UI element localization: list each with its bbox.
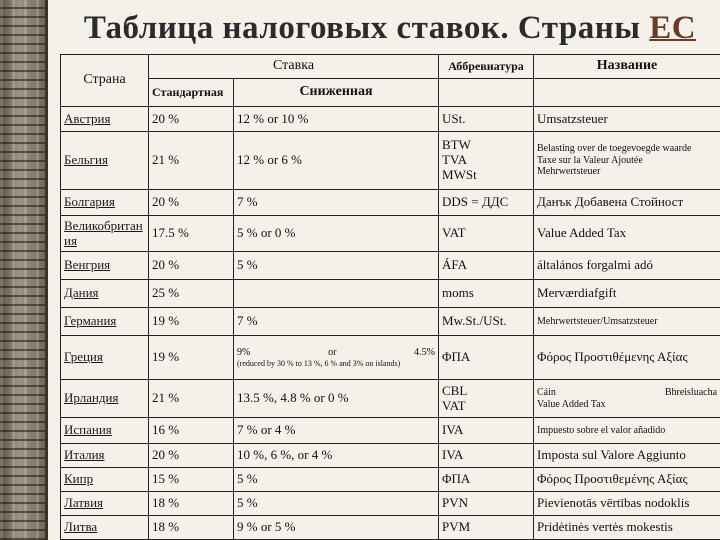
header-standard xyxy=(149,79,234,107)
reduced-rate-or: or xyxy=(328,347,337,359)
abbreviation: IVA xyxy=(439,418,534,444)
country-link[interactable]: Италия xyxy=(61,444,149,468)
country-link[interactable]: Бельгия xyxy=(61,132,149,190)
tax-name: Pievienotās vērtības nodoklis xyxy=(534,492,720,516)
table-row xyxy=(61,107,720,132)
country-link[interactable]: Кипр xyxy=(61,468,149,492)
abbreviation: DDS = ДДС xyxy=(439,190,534,216)
country-link[interactable]: Великобритания xyxy=(61,216,149,252)
tax-name: Imposta sul Valore Aggiunto xyxy=(534,444,720,468)
standard-rate: 20 % xyxy=(149,190,234,216)
tax-name-line: Taxe sur la Valeur Ajoutée xyxy=(537,154,643,166)
country-link[interactable]: Германия xyxy=(61,308,149,336)
table-row xyxy=(61,336,720,380)
country-link[interactable]: Дания xyxy=(61,280,149,308)
table-row xyxy=(61,444,720,468)
header-row xyxy=(61,55,720,79)
tax-name xyxy=(534,380,720,418)
table-row xyxy=(61,308,720,336)
header-reduced-label: Сниженная xyxy=(299,84,373,100)
standard-rate: 18 % xyxy=(149,492,234,516)
abbreviation: PVN xyxy=(439,492,534,516)
standard-rate: 20 % xyxy=(149,252,234,280)
header-country-label: Страна xyxy=(83,72,126,88)
abbreviation xyxy=(439,380,534,418)
abbreviation: USt. xyxy=(439,107,534,132)
header-name-empty xyxy=(534,79,720,107)
reduced-rate: 9 % or 5 % xyxy=(234,516,439,540)
abbreviation: VAT xyxy=(439,216,534,252)
table-row xyxy=(61,190,720,216)
header-abbr-label: Аббревиатура xyxy=(448,58,524,73)
abbreviation: ÁFA xyxy=(439,252,534,280)
table-row xyxy=(61,252,720,280)
title-text: Таблица налоговых ставок. Страны xyxy=(83,10,650,46)
standard-rate: 21 % xyxy=(149,380,234,418)
table-row xyxy=(61,280,720,308)
reduced-rate: 12 % or 6 % xyxy=(234,132,439,190)
abbreviation-line: VAT xyxy=(442,397,466,413)
tax-name-line: Mehrwertsteuer xyxy=(537,166,601,178)
standard-rate: 16 % xyxy=(149,418,234,444)
tax-name: Umsatzsteuer xyxy=(534,107,720,132)
reduced-rate: 13.5 %, 4.8 % or 0 % xyxy=(234,380,439,418)
header-abbr xyxy=(439,55,534,79)
tax-name: Merværdiafgift xyxy=(534,280,720,308)
tax-name: Pridėtinės vertės mokestis xyxy=(534,516,720,540)
standard-rate: 18 % xyxy=(149,516,234,540)
subheader-row xyxy=(61,79,720,107)
reduced-rate-note: (reduced by 30 % to 13 %, 6 % and 3% on islands) xyxy=(237,358,401,368)
reduced-rate: 5 % or 0 % xyxy=(234,216,439,252)
decorative-spine xyxy=(0,0,48,540)
header-standard-label: Стандартная xyxy=(152,84,224,99)
page-title xyxy=(60,10,720,47)
table-row xyxy=(61,216,720,252)
standard-rate: 15 % xyxy=(149,468,234,492)
standard-rate: 20 % xyxy=(149,444,234,468)
abbreviation: Mw.St./USt. xyxy=(439,308,534,336)
tax-name-line xyxy=(537,387,717,399)
tax-name xyxy=(534,132,720,190)
reduced-rate: 10 %, 6 %, or 4 % xyxy=(234,444,439,468)
tax-name: Mehrwertsteuer/Umsatzsteuer xyxy=(534,308,720,336)
country-link[interactable]: Латвия xyxy=(61,492,149,516)
table-row xyxy=(61,516,720,540)
tax-name-part: Bhreisluacha xyxy=(664,387,718,398)
tax-name-line: Belasting over de toegevoegde waarde xyxy=(537,143,692,155)
tax-rates-table xyxy=(60,54,720,540)
abbreviation-line: CBL xyxy=(442,382,468,398)
reduced-rate: 5 % xyxy=(234,468,439,492)
standard-rate: 20 % xyxy=(149,107,234,132)
abbreviation-line: TVA xyxy=(442,152,468,168)
standard-rate: 19 % xyxy=(149,308,234,336)
abbreviation: ΦΠΑ xyxy=(439,468,534,492)
tax-name: Φόρος Προστιθεμένης Αξίας xyxy=(534,468,720,492)
table-row xyxy=(61,132,720,190)
tax-name: Φόρος Προστιθέμενης Αξίας xyxy=(534,336,720,380)
tax-name-line: Value Added Tax xyxy=(537,398,606,410)
standard-rate: 17.5 % xyxy=(149,216,234,252)
header-country xyxy=(61,55,149,107)
reduced-rate-values xyxy=(237,347,435,359)
tax-name: Impuesto sobre el valor añadido xyxy=(534,418,720,444)
abbreviation xyxy=(439,132,534,190)
standard-rate: 19 % xyxy=(149,336,234,380)
abbreviation: moms xyxy=(439,280,534,308)
standard-rate: 21 % xyxy=(149,132,234,190)
country-link[interactable]: Литва xyxy=(61,516,149,540)
reduced-rate xyxy=(234,336,439,380)
abbreviation-line: BTW xyxy=(442,137,471,153)
table-row xyxy=(61,492,720,516)
country-link[interactable]: Ирландия xyxy=(61,380,149,418)
tax-name: Value Added Tax xyxy=(534,216,720,252)
header-name-label: Название xyxy=(596,58,658,74)
standard-rate: 25 % xyxy=(149,280,234,308)
reduced-rate: 5 % xyxy=(234,252,439,280)
tax-name: általános forgalmi adó xyxy=(534,252,720,280)
abbreviation-line: MWSt xyxy=(442,166,477,182)
country-link[interactable]: Австрия xyxy=(61,107,149,132)
country-link[interactable]: Венгрия xyxy=(61,252,149,280)
title-highlight: ЕС xyxy=(649,10,697,46)
tax-name: Данък Добавена Стойност xyxy=(534,190,720,216)
reduced-rate-a: 9% xyxy=(237,347,251,359)
table-row xyxy=(61,468,720,492)
reduced-rate-b: 4.5% xyxy=(414,347,435,359)
header-rate-label: Ставка xyxy=(272,58,315,74)
country-link[interactable]: Греция xyxy=(61,336,149,380)
reduced-rate: 7 % xyxy=(234,190,439,216)
abbreviation: IVA xyxy=(439,444,534,468)
country-link[interactable]: Болгария xyxy=(61,190,149,216)
header-abbr-empty xyxy=(439,79,534,107)
tax-name-part: Cáin xyxy=(537,387,556,398)
reduced-rate: 7 % or 4 % xyxy=(234,418,439,444)
abbreviation: PVM xyxy=(439,516,534,540)
header-reduced xyxy=(234,79,439,107)
table-row xyxy=(61,418,720,444)
reduced-rate: 7 % xyxy=(234,308,439,336)
country-link[interactable]: Испания xyxy=(61,418,149,444)
reduced-rate: 12 % or 10 % xyxy=(234,107,439,132)
reduced-rate xyxy=(234,280,439,308)
reduced-rate: 5 % xyxy=(234,492,439,516)
table-row xyxy=(61,380,720,418)
abbreviation: ΦΠΑ xyxy=(439,336,534,380)
header-rate xyxy=(149,55,439,79)
header-name xyxy=(534,55,720,79)
